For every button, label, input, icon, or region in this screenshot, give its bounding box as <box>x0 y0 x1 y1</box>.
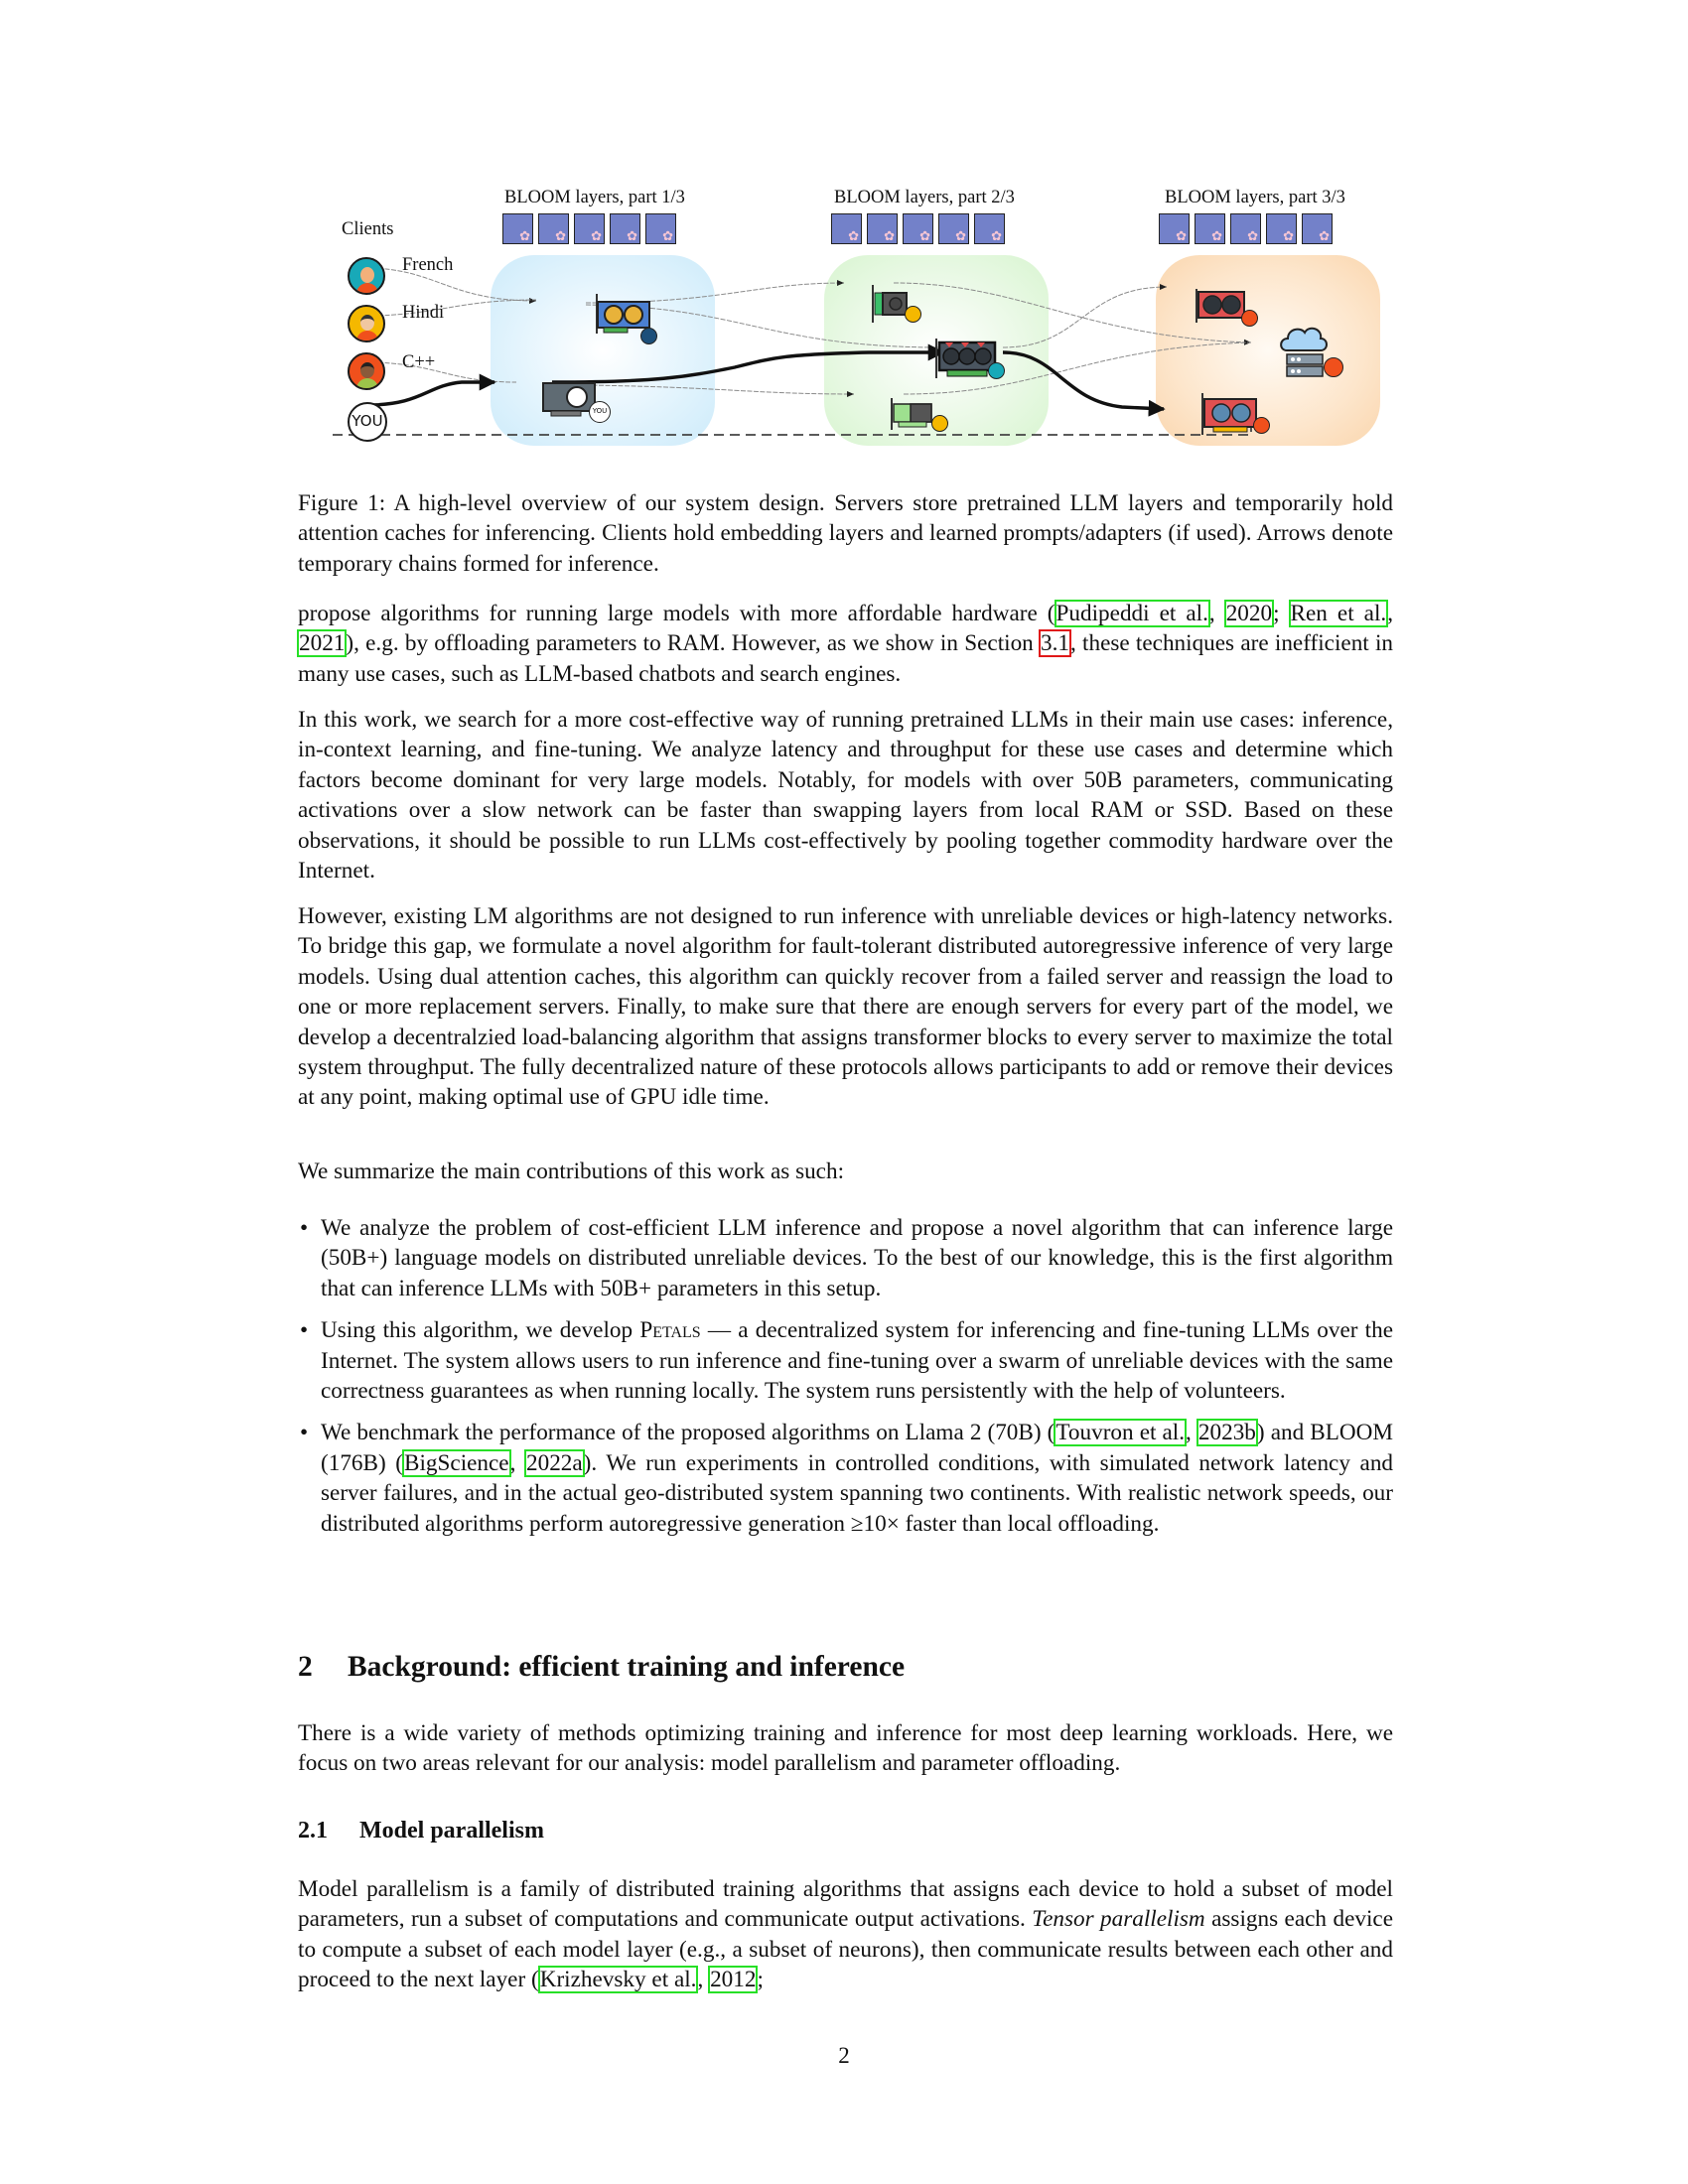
layer-group-label-3: BLOOM layers, part 3/3 <box>1165 188 1345 207</box>
section-2-intro-text: There is a wide variety of methods optimizing training and inference for most deep learning workloads. Here, we focus on two areas relevant for our analysis: model parallelism and parameter offloading. <box>298 1720 1393 1777</box>
section-2-intro <box>298 1718 1393 1779</box>
contribution-3-before: We benchmark the performance of the proposed algorithms on Llama 2 (70B) ( <box>321 1420 1055 1446</box>
contribution-2-before: Using this algorithm, we develop <box>321 1317 640 1344</box>
bullet-icon: • <box>300 1317 309 1344</box>
subsection-number: 2.1 <box>298 1818 328 1843</box>
citation-bigscience-year[interactable]: 2022a <box>526 1449 583 1476</box>
petals-name: Petals <box>639 1317 701 1344</box>
flower-icon: ✿ <box>591 228 602 243</box>
citation-ren-year[interactable]: 2021 <box>299 630 346 657</box>
section-2-heading <box>298 1649 1393 1685</box>
citation-pudipeddi-year[interactable]: 2020 <box>1225 601 1273 626</box>
contribution-1-text: We analyze the problem of cost-efficient LLM inference and propose a novel algorithm that can inference large (50B+) language models on distributed unreliable devices. To the best of our knowledge, this is the first algorithm that can inference LLMs with 50B+ parameters in this setup. <box>321 1215 1393 1301</box>
citation-bigscience[interactable]: BigScience <box>404 1449 509 1476</box>
contribution-item <box>298 1315 1393 1406</box>
p2-text: In this work, we search for a more cost-effective way of running pretrained LLMs in their main use cases: inference, in-context learning, and fine-tuning. We analyze latency and throughput for these use cases and determine which factors become dominant for very large models. Notably, for models with over 50B parameters, communicating activations over a slow network can be faster than swapping layers from local RAM or SSD. Based on these observations, it should be possible to run LLMs cost-effectively by pooling together commodity hardware over the Internet. <box>298 707 1393 885</box>
tensor-parallelism-term: Tensor parallelism <box>1032 1906 1205 1933</box>
server-owner-you-icon <box>589 401 611 423</box>
server-owner-avatar-icon <box>1241 310 1258 327</box>
bullet-icon: • <box>300 1215 309 1241</box>
flower-icon: ✿ <box>1247 228 1258 243</box>
server-owner-avatar-icon <box>931 415 948 432</box>
client-label-cpp: C++ <box>402 352 436 372</box>
server-owner-avatar-icon <box>905 306 921 323</box>
citation-ren[interactable]: Ren et al. <box>1290 601 1387 626</box>
contribution-item <box>298 1213 1393 1303</box>
you-label: YOU <box>352 412 383 430</box>
flower-icon: ✿ <box>519 228 530 243</box>
flower-icon: ✿ <box>555 228 566 243</box>
server-owner-avatar-icon <box>1253 417 1270 434</box>
client-avatar-hindi-icon <box>348 305 385 342</box>
you-badge-label: YOU <box>592 407 608 415</box>
flower-icon: ✿ <box>1176 228 1187 243</box>
page-number: 2 <box>838 2043 850 2068</box>
p1-text-before: propose algorithms for running large models with more affordable hardware ( <box>298 601 1055 626</box>
flower-icon: ✿ <box>1319 228 1330 243</box>
server-owner-avatar-icon <box>640 328 657 344</box>
gpu-server-icon <box>1199 393 1261 437</box>
client-avatar-cpp-icon <box>348 352 385 390</box>
client-label-hindi: Hindi <box>402 303 445 323</box>
citation-separator: ; <box>1273 601 1290 626</box>
paragraph-2 <box>298 705 1393 886</box>
p4-text: We summarize the main contributions of this work as such: <box>298 1159 845 1184</box>
citation-krizhevsky[interactable]: Krizhevsky et al. <box>539 1967 697 1993</box>
flower-icon: ✿ <box>662 228 673 243</box>
section-2-1-body: Model parallelism is a family of distributed training algorithms that assigns each device to hold a subset of model parameters, run a subset of computations and communicate output activations. Tensor parallelism assigns each device to compute a subset of each model layer (e.g., a subset of neurons), then communicate results between each other and proceed to the next layer (Krizhevsky et al., 2012; <box>298 1876 1393 1993</box>
flower-icon: ✿ <box>848 228 859 243</box>
p1-text-after: , these techniques are inefficient in many use cases, such as LLM-based chatbots and search engines. <box>298 630 1394 687</box>
contribution-2-after: — a decentralized system for inferencing and fine-tuning LLMs over the Internet. The system allows users to run inference and fine-tuning over a swarm of unreliable devices with the same correctness guarantees as when running locally. The system runs persistently with the help of volunteers. <box>321 1317 1394 1405</box>
caption-text: Figure 1: A high-level overview of our system design. Servers store pretrained LLM layers and temporarily hold attention caches for inferencing. Clients hold embedding layers and learned prompts/adapters (if used). Arrows denote temporary chains formed for inference. <box>298 490 1393 577</box>
flower-icon: ✿ <box>884 228 895 243</box>
gpu-server-icon <box>889 398 934 432</box>
bullet-icon: • <box>300 1420 309 1446</box>
flower-icon: ✿ <box>1283 228 1294 243</box>
server-owner-avatar-icon <box>988 362 1005 379</box>
flower-icon: ✿ <box>919 228 930 243</box>
section-ref-3-1[interactable]: 3.1 <box>1041 630 1069 657</box>
section-title: Background: efficient training and inference <box>348 1651 906 1683</box>
gpu-server-icon <box>1194 289 1247 325</box>
client-avatar-french-icon <box>348 257 385 295</box>
figure-caption <box>298 488 1393 579</box>
p1-text-middle: ), e.g. by offloading parameters to RAM. However, as we show in Section <box>346 630 1041 657</box>
flower-icon: ✿ <box>991 228 1002 243</box>
s21-text-mid: assigns each device to compute a subset of each model layer (e.g., a subset of neurons), then communicate results between each other and proceed to the next layer ( <box>298 1906 1393 1993</box>
client-label-french: French <box>402 255 454 275</box>
clients-label: Clients <box>342 219 394 239</box>
s21-text-before: Model parallelism is a family of distributed training algorithms that assigns each device to hold a subset of model parameters, run a subset of computations and communicate output activations. <box>298 1876 1393 1933</box>
cloud-server-icon <box>1279 323 1329 380</box>
server-owner-avatar-icon <box>1324 357 1343 377</box>
flower-icon: ✿ <box>1211 228 1222 243</box>
layer-group-label-2: BLOOM layers, part 2/3 <box>834 188 1015 207</box>
contributions-list <box>298 1213 1393 1551</box>
section-number: 2 <box>298 1651 313 1683</box>
gpu-server-icon <box>870 285 910 325</box>
s21-text-after: ; <box>757 1967 764 1993</box>
paragraph-4 <box>298 1157 1393 1186</box>
paragraph-1: propose algorithms for running large models with more affordable hardware (Pudipeddi et al., 2020; Ren et al., 2021), e.g. by offloading parameters to RAM. However, as we show in Section 3.1, these techniques are inefficient in many use cases, such as LLM-based chatbots and search engines. <box>298 601 1394 687</box>
contribution-3-middle: ) and BLOOM (176B) ( <box>321 1420 1393 1476</box>
client-avatar-you-icon <box>348 402 387 442</box>
paragraph-3 <box>298 901 1393 1113</box>
citation-touvron[interactable]: Touvron et al. <box>1055 1420 1186 1446</box>
section-2-1-heading <box>298 1816 1393 1845</box>
flower-icon: ✿ <box>955 228 966 243</box>
p3-text: However, existing LM algorithms are not designed to run inference with unreliable devices or high-latency networks. To bridge this gap, we formulate a novel algorithm for fault-tolerant distributed autoregressive inference of very large models. Using dual attention caches, this algorithm can quickly recover from a failed server and reassign the load to one or more replacement servers. Finally, to make sure that there are enough servers for every part of the model, we develop a decentralzied load-balancing algorithm that assigns transformer blocks to every server to maximize the total system throughput. The fully decentralized nature of these protocols allows participants to add or remove their devices at any point, making optimal use of GPU idle time. <box>298 903 1393 1111</box>
layer-group-label-1: BLOOM layers, part 1/3 <box>504 188 685 207</box>
contribution-3-after: ). We run experiments in controlled conditions, with simulated network latency and server failures, and in the actual geo-distributed system spanning two continents. With realistic network speeds, our distributed algorithms perform autoregressive generation ≥10× faster than local offloading. <box>321 1449 1394 1537</box>
flower-icon: ✿ <box>627 228 637 243</box>
contribution-item: • We benchmark the performance of the proposed algorithms on Llama 2 (70B) (Touvron et al., 2023b) and BLOOM (176B) (BigScience, 2022a). We run experiments in controlled conditions, with simulated network latency and server failures, and in the actual geo-distributed system spanning two continents. With realistic network speeds, our distributed algorithms perform autoregressive generation ≥10× faster than local offloading. <box>300 1420 1394 1537</box>
subsection-title: Model parallelism <box>359 1818 544 1843</box>
citation-touvron-year[interactable]: 2023b <box>1197 1420 1256 1446</box>
citation-pudipeddi[interactable]: Pudipeddi et al. <box>1055 601 1208 626</box>
citation-krizhevsky-year[interactable]: 2012 <box>710 1967 757 1993</box>
